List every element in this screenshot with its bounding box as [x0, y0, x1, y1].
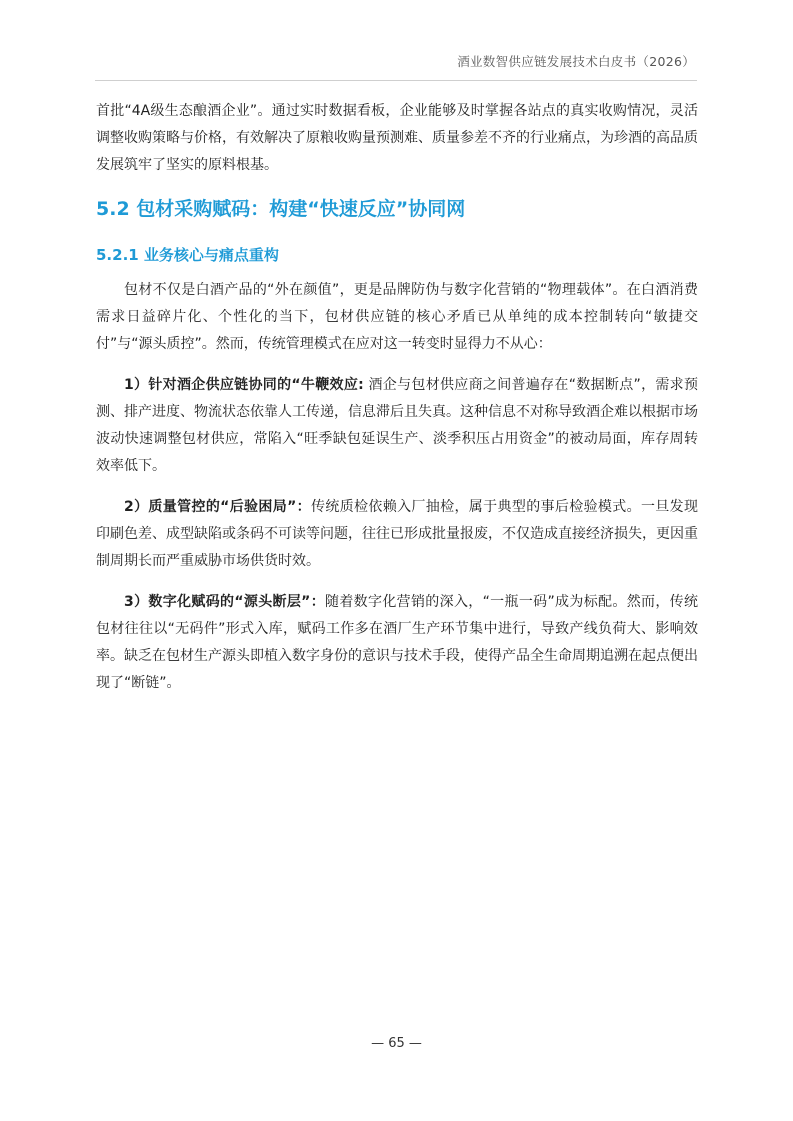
section-heading: 5.2 包材采购赋码：构建“快速反应”协同网 [96, 198, 466, 220]
list-item-text: 传统质检依赖入厂抽检，属于典型的事后检验模式。一旦发现印刷色差、成型缺陷或条码不可读等问题，往往已形成批量报废，不仅造成直接经济损失，更因重制周期长而严重威胁市场供货时效。 [96, 499, 698, 569]
list-item-lead: 3）数字化赋码的“源头断层”： [124, 594, 326, 610]
list-item-lead: 2）质量管控的“后验困局”： [124, 499, 311, 515]
list-item [96, 589, 698, 697]
list-item [96, 372, 698, 480]
header-title: 酒业数智供应链发展技术白皮书（2026） [457, 54, 695, 69]
subsection-heading: 5.2.1 业务核心与痛点重构 [96, 246, 279, 264]
list-item-lead: 1）针对酒企供应链协同的“牛鞭效应: [124, 377, 364, 393]
page-content [96, 98, 698, 697]
page-header [95, 44, 697, 81]
continuation-paragraph: 首批“4A级生态酿酒企业”。通过实时数据看板，企业能够及时掌握各站点的真实收购情况，灵活调整收购策略与价格，有效解决了原粮收购量预测难、质量参差不齐的行业痛点，为珍酒的高品质发展筑牢了坚实的原料根基。 [96, 103, 698, 173]
list-item-text: 酒企与包材供应商之间普遍存在“数据断点”，需求预测、排产进度、物流状态依靠人工传递，信息滞后且失真。这种信息不对称导致酒企难以根据市场波动快速调整包材供应，常陷入“旺季缺包延误生产、淡季积压占用资金”的被动局面，库存周转效率低下。 [96, 377, 698, 474]
page-number: — 65 — [371, 1036, 422, 1051]
intro-paragraph: 包材不仅是白酒产品的“外在颜值”，更是品牌防伪与数字化营销的“物理载体”。在白酒消费需求日益碎片化、个性化的当下，包材供应链的核心矛盾已从单纯的成本控制转向“敏捷交付”与“源头质控”。然而，传统管理模式在应对这一转变时显得力不从心： [96, 282, 698, 352]
list-item [96, 494, 698, 575]
list-item-text: 随着数字化营销的深入，“一瓶一码”成为标配。然而，传统包材往往以“无码件”形式入库，赋码工作多在酒厂生产环节集中进行，导致产线负荷大、影响效率。缺乏在包材生产源头即植入数字身份的意识与技术手段，使得产品全生命周期追溯在起点便出现了“断链”。 [96, 594, 698, 691]
